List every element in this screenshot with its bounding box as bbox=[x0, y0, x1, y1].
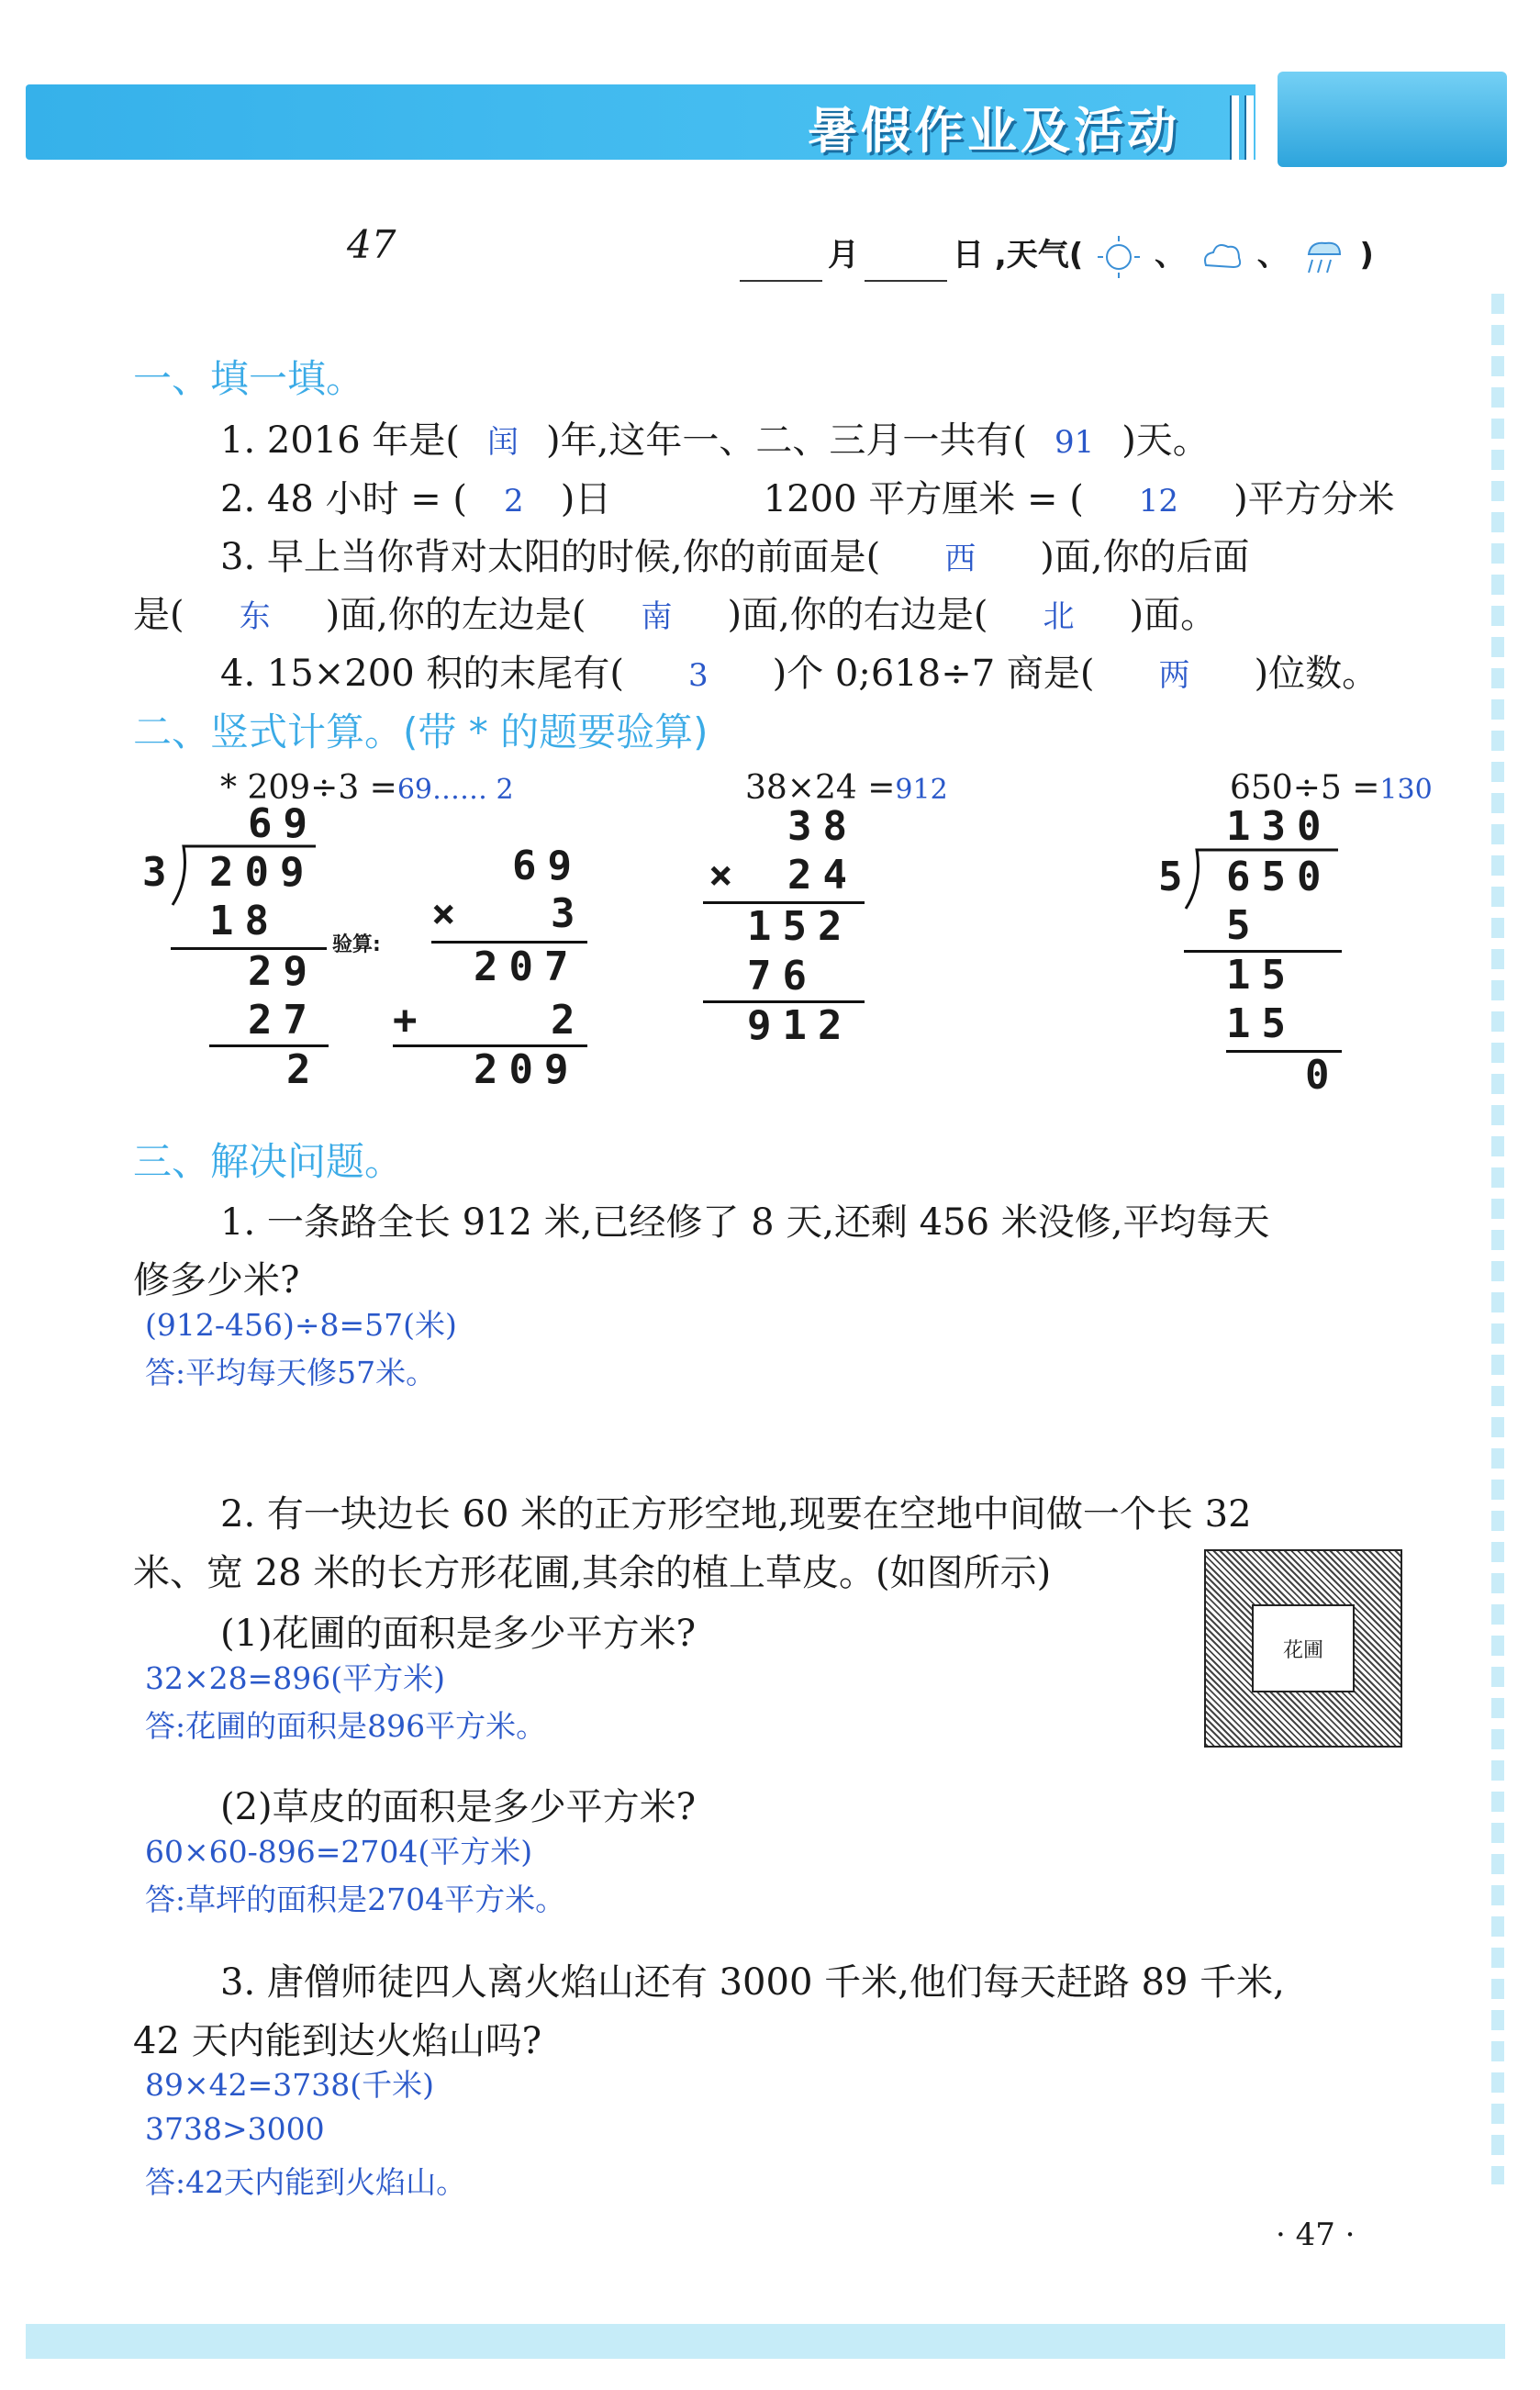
section-3-title: 三、解决问题。 bbox=[133, 1139, 404, 1184]
problem-2-text: 2. 有一块边长 60 米的正方形空地,现要在空地中间做一个长 32 bbox=[220, 1493, 1252, 1536]
problem-2-conclusion-2: 答:草坪的面积是2704平方米。 bbox=[145, 1882, 566, 1917]
garden-figure bbox=[1204, 1549, 1402, 1748]
calc-2-product: 912 bbox=[747, 1002, 854, 1049]
calc-1-step3: 27 bbox=[248, 997, 318, 1044]
question-1-3b: 是( 东 )面,你的左边是( 南 )面,你的右边是( 北 )面。 bbox=[133, 594, 1218, 636]
problem-2-conclusion-1: 答:花圃的面积是896平方米。 bbox=[145, 1708, 547, 1744]
section-2-title: 二、竖式计算。(带 * 的题要验算) bbox=[133, 709, 709, 754]
garden-label: 花圃 bbox=[1252, 1604, 1355, 1692]
question-1-4: 4. 15×200 积的末尾有( 3 )个 0;618÷7 商是( 两 )位数。 bbox=[220, 653, 1379, 695]
check-addend: 2 bbox=[551, 997, 586, 1044]
check-product: 207 bbox=[474, 944, 580, 990]
section-1-title: 一、填一填。 bbox=[133, 356, 365, 401]
problem-2-sub-2: (2)草皮的面积是多少平方米? bbox=[220, 1786, 697, 1828]
problem-1-text-2: 修多少米? bbox=[133, 1259, 300, 1301]
problem-3-text: 3. 唐僧师徒四人离火焰山还有 3000 千米,他们每天赶路 89 千米, bbox=[220, 1961, 1285, 2004]
check-factor-1: 69 bbox=[512, 843, 583, 889]
check-label: 验算: bbox=[332, 933, 381, 956]
problem-2-sub-1: (1)花圃的面积是多少平方米? bbox=[220, 1613, 697, 1655]
rain-icon bbox=[1300, 232, 1349, 282]
calc-3-dividend: 650 bbox=[1226, 854, 1333, 900]
problem-1-text: 1. 一条路全长 912 米,已经修了 8 天,还剩 456 米没修,平均每天 bbox=[220, 1201, 1270, 1244]
problem-1-conclusion: 答:平均每天修57米。 bbox=[145, 1355, 437, 1390]
calc-3-step1: 5 bbox=[1226, 902, 1262, 949]
problem-3-conclusion: 答:42天内能到火焰山。 bbox=[145, 2164, 467, 2200]
calc-1-step2: 29 bbox=[248, 948, 318, 995]
calc-3-step3: 15 bbox=[1226, 1000, 1297, 1047]
problem-2-text-2: 米、宽 28 米的长方形花圃,其余的植上草皮。(如图所示) bbox=[133, 1552, 1052, 1594]
calc-1-quotient: 69 bbox=[248, 800, 318, 847]
check-plus: + bbox=[393, 997, 429, 1044]
calc-2-partial-1: 152 bbox=[747, 903, 854, 950]
calc-1-dividend: 209 bbox=[209, 849, 316, 896]
calc-3-expr: 650÷5 =130 bbox=[1230, 769, 1433, 807]
calc-1-divisor: 3 bbox=[142, 849, 178, 896]
date-weather-line: 月 日 ,天气( 、 、 ) bbox=[734, 229, 1374, 282]
problem-1-answer: (912-456)÷8=57(米) bbox=[145, 1307, 457, 1343]
banner-illustration bbox=[1278, 72, 1507, 167]
problem-3-comparison: 3738>3000 bbox=[145, 2111, 325, 2147]
calc-1-expr: * 209÷3 =69…… 2 bbox=[220, 769, 514, 807]
decorative-strip bbox=[1491, 294, 1504, 2184]
question-1-1: 1. 2016 年是( 闰 )年,这年一、二、三月一共有( 91 )天。 bbox=[220, 419, 1210, 462]
check-times: × bbox=[431, 890, 467, 937]
calc-3-remainder: 0 bbox=[1305, 1052, 1341, 1099]
problem-2-answer-2: 60×60-896=2704(平方米) bbox=[145, 1834, 533, 1870]
page-number: · 47 · bbox=[1276, 2217, 1356, 2253]
question-1-2: 2. 48 小时 = ( 2 )日 1200 平方厘米 = ( 12 )平方分米 bbox=[220, 478, 1395, 520]
problem-3-text-2: 42 天内能到达火焰山吗? bbox=[133, 2020, 542, 2062]
calc-1-step1: 18 bbox=[209, 898, 280, 944]
calc-3-step2: 15 bbox=[1226, 952, 1297, 999]
calc-2-times: × bbox=[709, 852, 744, 899]
check-factor-2: 3 bbox=[551, 890, 586, 937]
calc-2-factor-1: 38 bbox=[787, 803, 858, 850]
page-label: 47 bbox=[347, 222, 396, 267]
calc-3-divisor: 5 bbox=[1158, 854, 1194, 900]
calc-2-partial-2: 76 bbox=[747, 953, 818, 1000]
check-sum: 209 bbox=[474, 1046, 580, 1093]
book-title: 暑假作业及活动 bbox=[808, 102, 1180, 160]
banner-bars bbox=[1230, 95, 1267, 160]
problem-2-answer-1: 32×28=896(平方米) bbox=[145, 1660, 446, 1696]
calc-2-expr: 38×24 =912 bbox=[745, 769, 948, 807]
question-1-3a: 3. 早上当你背对太阳的时候,你的前面是( 西 )面,你的后面 bbox=[220, 536, 1250, 578]
problem-3-answer: 89×42=3738(千米) bbox=[145, 2067, 435, 2103]
cloud-icon bbox=[1197, 232, 1246, 282]
calc-2-factor-2: 24 bbox=[787, 852, 858, 899]
calc-3-quotient: 130 bbox=[1226, 803, 1333, 850]
sun-icon bbox=[1094, 232, 1144, 282]
calc-1-remainder: 2 bbox=[286, 1046, 322, 1093]
footer-bar bbox=[26, 2324, 1505, 2359]
